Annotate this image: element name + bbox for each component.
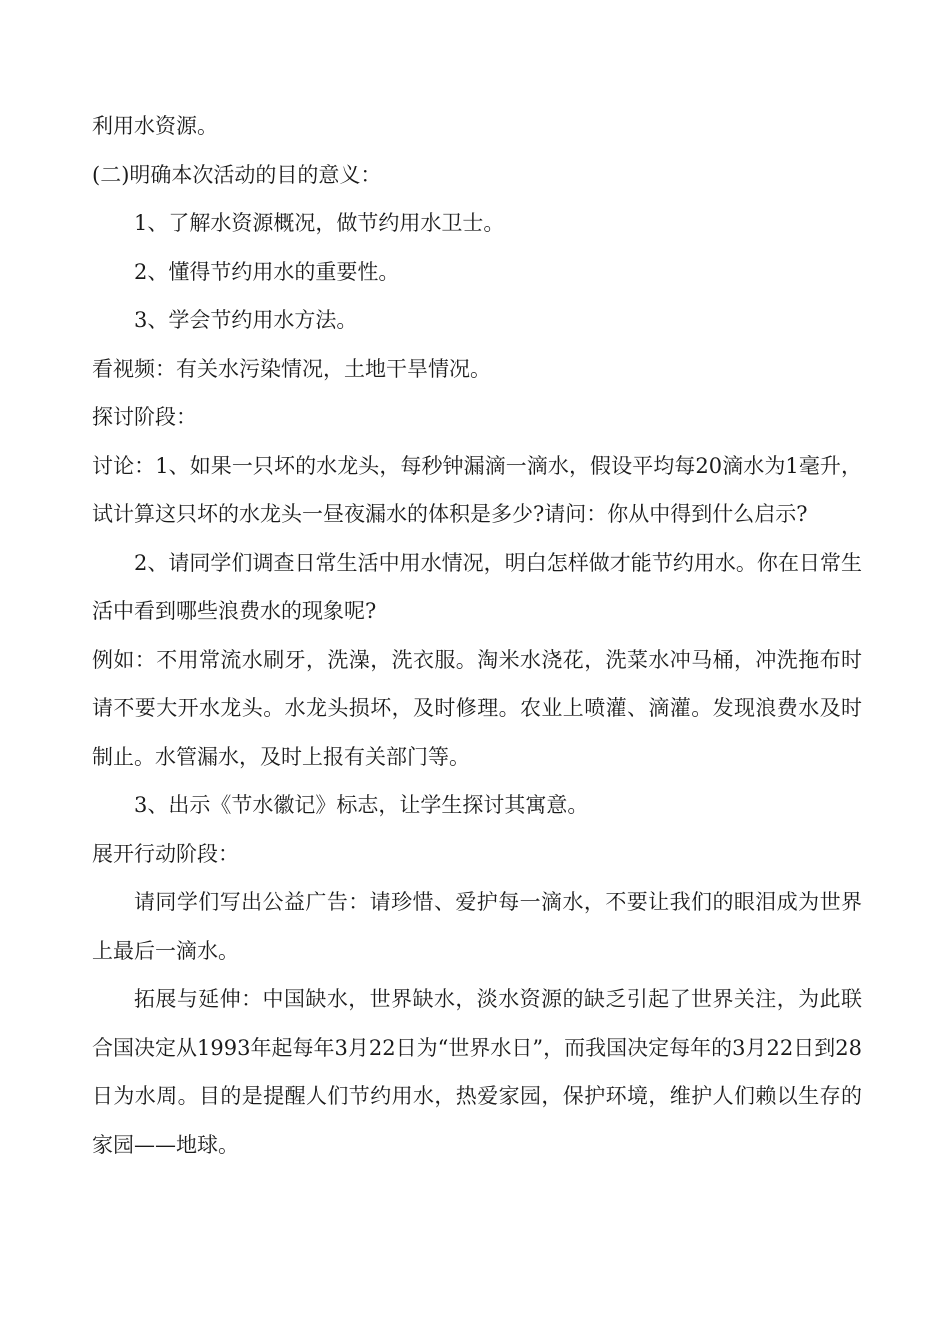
paragraph-examples: 例如：不用常流水刷牙，洗澡，洗衣服。淘米水浇花，洗菜水冲马桶，冲洗拖布时请不要大开水龙头。水龙头损坏，及时修理。农业上喷灌、滴灌。发现浪费水及时制止。水管漏水，及时上报有关部门等。 — [92, 647, 862, 769]
paragraph-action-stage: 展开行动阶段： — [92, 841, 239, 866]
paragraph-purpose-3: 3、学会节约用水方法。 — [134, 308, 358, 332]
paragraph-purpose-1: 1、了解水资源概况，做节约用水卫士。 — [134, 211, 505, 235]
paragraph-discussion-1: 讨论：1、如果一只坏的水龙头，每秒钟漏滴一滴水，假设平均每20滴水为1毫升，试计算这只坏的水龙头一昼夜漏水的体积是多少?请问：你从中得到什么启示? — [92, 453, 862, 526]
document-body — [92, 102, 862, 1169]
paragraph-section-purpose: (二)明确本次活动的目的意义： — [92, 162, 382, 187]
paragraph-discussion-2: 2、请同学们调查日常生活中用水情况，明白怎样做才能节约用水。你在日常生活中看到哪些浪费水的现象呢? — [92, 550, 862, 623]
paragraph-watch-video: 看视频：有关水污染情况，土地干旱情况。 — [92, 356, 491, 381]
paragraph-discussion-stage: 探讨阶段： — [92, 405, 197, 429]
paragraph-extension: 拓展与延伸：中国缺水，世界缺水，淡水资源的缺乏引起了世界关注，为此联合国决定从1993年起每年3月22日为“世界水日”，而我国决定每年的3月22日到28日为水周。目的是提醒人们节约用水，热爱家园，保护环境，维护人们赖以生存的家园——地球。 — [92, 987, 862, 1157]
paragraph-public-ad: 请同学们写出公益广告：请珍惜、爱护每一滴水，不要让我们的眼泪成为世界上最后一滴水。 — [92, 890, 862, 963]
paragraph-purpose-2: 2、懂得节约用水的重要性。 — [134, 259, 400, 284]
paragraph-water-resources-end: 利用水资源。 — [92, 114, 218, 138]
paragraph-discussion-3: 3、出示《节水徽记》标志，让学生探讨其寓意。 — [134, 793, 589, 817]
